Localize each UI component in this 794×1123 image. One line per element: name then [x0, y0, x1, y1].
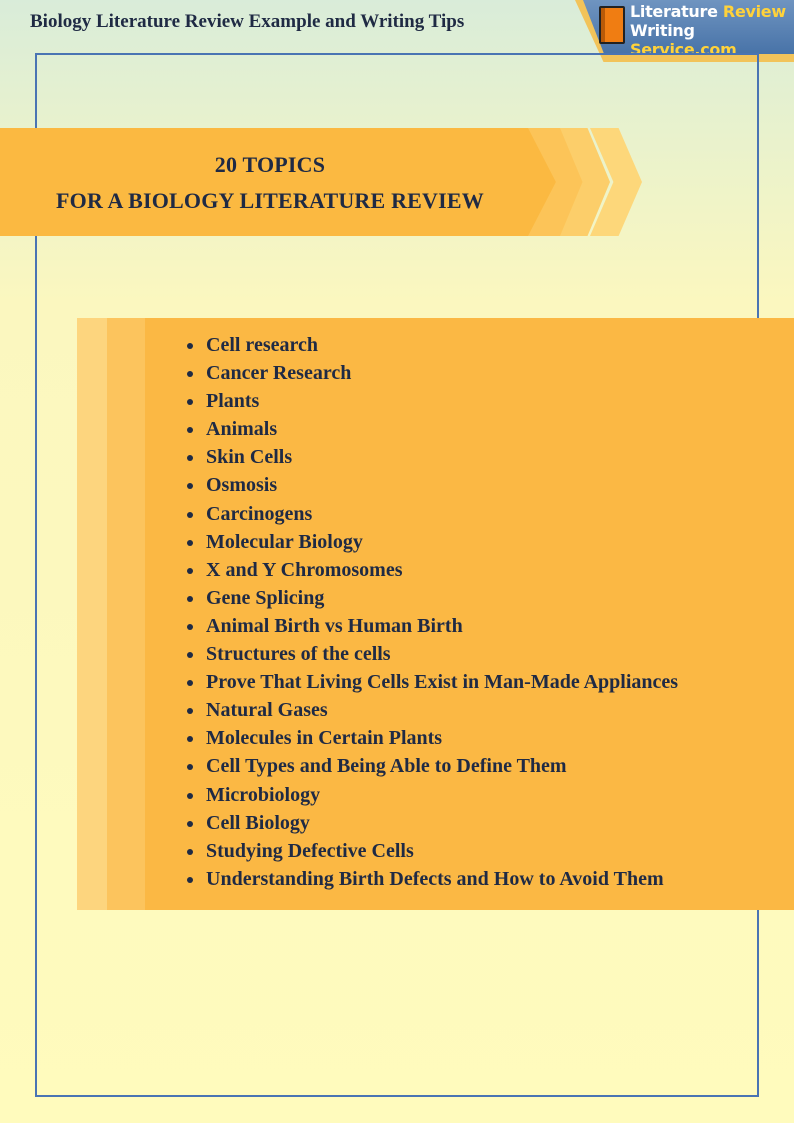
topic-item: Structures of the cells	[187, 640, 678, 668]
topic-item: Cancer Research	[187, 359, 678, 387]
panel-stripe	[107, 318, 145, 910]
topic-item: Cell research	[187, 331, 678, 359]
topic-item: Carcinogens	[187, 500, 678, 528]
topic-item: Skin Cells	[187, 443, 678, 471]
topic-item: Molecular Biology	[187, 528, 678, 556]
topic-item: Prove That Living Cells Exist in Man-Made Appliances	[187, 668, 678, 696]
logo-line-2-part-1: Writing	[630, 21, 695, 40]
topic-item: Molecules in Certain Plants	[187, 724, 678, 752]
topic-item: X and Y Chromosomes	[187, 556, 678, 584]
banner-heading-line-1: 20 TOPICS	[214, 152, 326, 177]
banner-heading-line-2: FOR A BIOLOGY LITERATURE REVIEW	[56, 188, 484, 213]
book-icon	[599, 6, 625, 44]
page-header-title: Biology Literature Review Example and Writing Tips	[30, 11, 465, 32]
logo-line-1	[630, 2, 794, 21]
topic-item: Gene Splicing	[187, 584, 678, 612]
topic-item: Studying Defective Cells	[187, 837, 678, 865]
topic-item: Microbiology	[187, 781, 678, 809]
topic-item: Natural Gases	[187, 696, 678, 724]
topics-list	[187, 331, 678, 893]
topic-item: Plants	[187, 387, 678, 415]
banner-heading	[0, 147, 540, 219]
logo-line-1-part-2: Review	[722, 2, 786, 21]
topic-item: Animal Birth vs Human Birth	[187, 612, 678, 640]
topic-item: Animals	[187, 415, 678, 443]
topic-item: Cell Types and Being Able to Define Them	[187, 752, 678, 780]
logo-line-2-part-2: Service.com	[630, 40, 737, 59]
topic-item: Osmosis	[187, 471, 678, 499]
logo-wordmark	[630, 2, 794, 59]
logo-line-1-part-1: Literature	[630, 2, 723, 21]
panel-stripe	[77, 318, 107, 910]
topic-item: Cell Biology	[187, 809, 678, 837]
topic-item: Understanding Birth Defects and How to Avoid Them	[187, 865, 678, 893]
